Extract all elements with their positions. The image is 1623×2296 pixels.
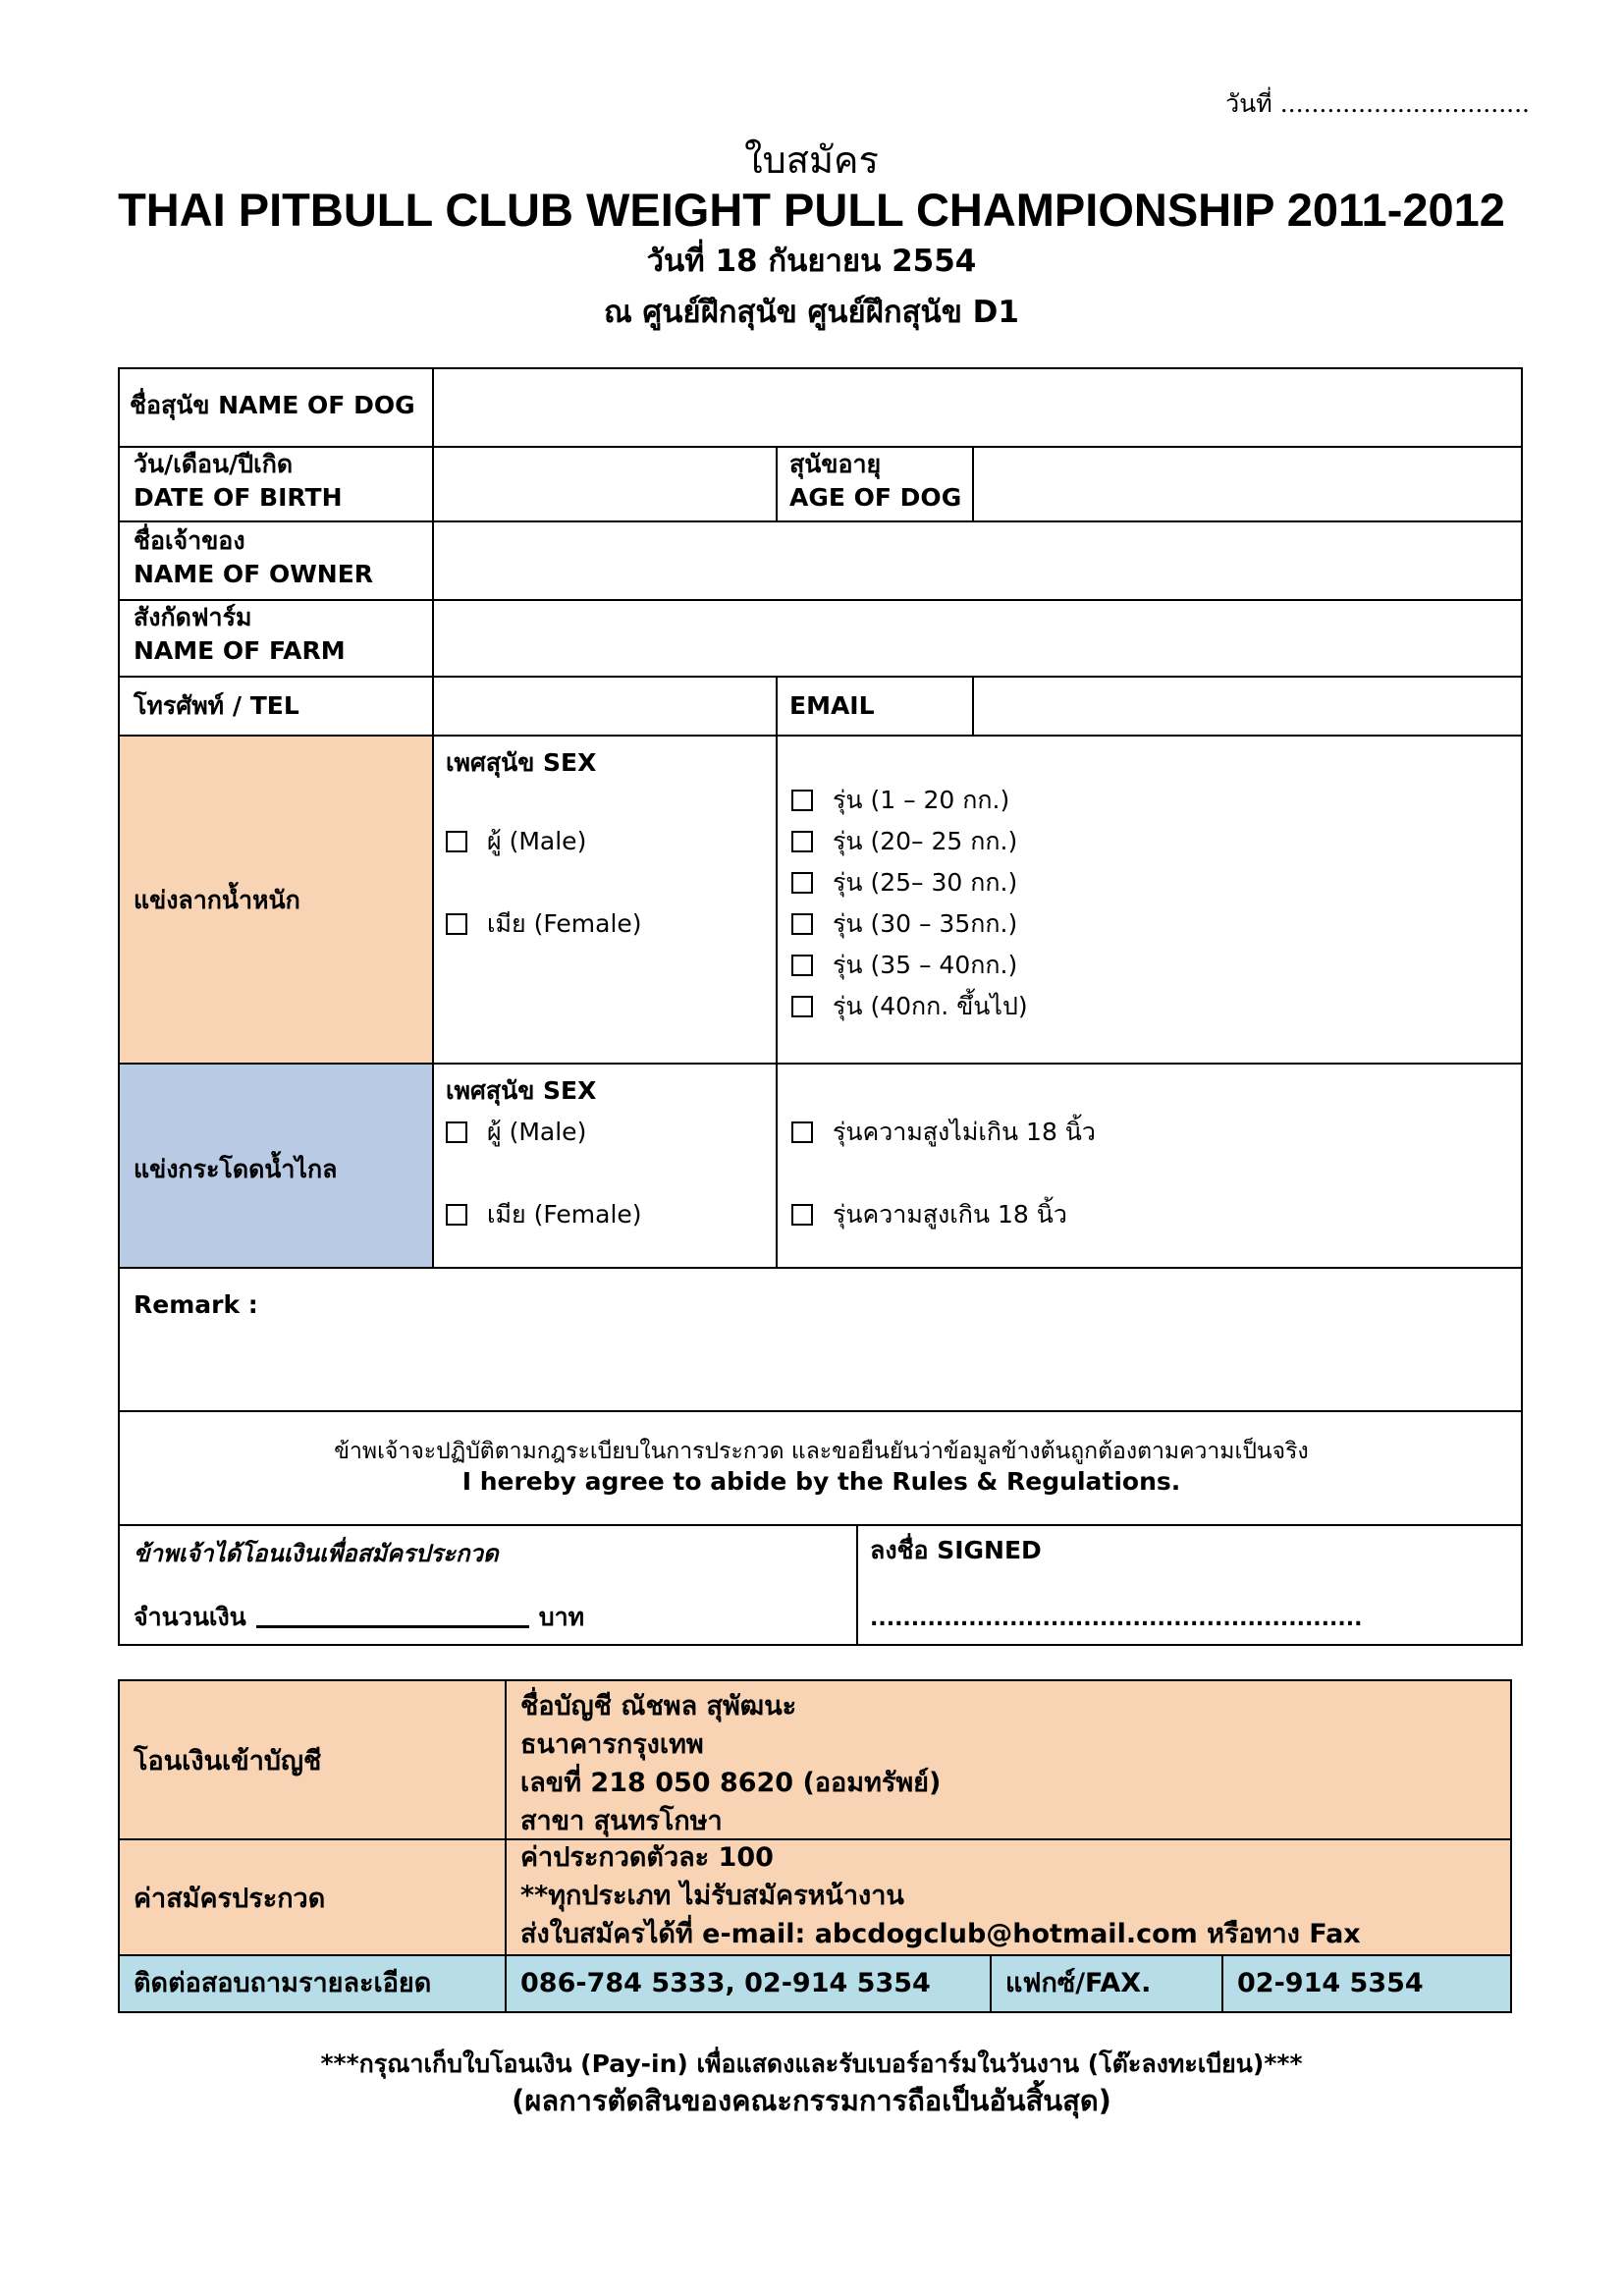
checkbox[interactable]: [446, 913, 467, 935]
checkbox[interactable]: [791, 872, 813, 894]
baht-label: บาท: [538, 1603, 585, 1631]
checkbox[interactable]: [791, 1204, 813, 1226]
remark-field[interactable]: [120, 1269, 1523, 1410]
contact-label: ติดต่อสอบถามรายละเอียด: [134, 1968, 432, 1998]
account-name: ชื่อบัญชี ณัชพล สุพัฒนะ: [520, 1691, 797, 1722]
payin-note: ***กรุณาเก็บใบโอนเงิน (Pay-in) เพื่อแสดงและรับเบอร์อาร์มในวันงาน (โต๊ะลงทะเบียน)***: [320, 2050, 1303, 2078]
height-class-option[interactable]: รุ่นความสูงไม่เกิน 18 นิ้ว: [791, 1112, 1096, 1153]
owner-label-thai: ชื่อเจ้าของ: [134, 526, 245, 555]
dob-label-english: DATE OF BIRTH: [134, 483, 343, 512]
dock-jump-sex-options: [446, 1112, 642, 1235]
application-form: [118, 367, 1523, 1646]
weight-pull-label: แข่งลากน้ำหนัก: [134, 886, 300, 914]
amount-row: [134, 1601, 584, 1634]
weight-pull-sex-options: [446, 821, 642, 945]
tel-field[interactable]: [434, 678, 774, 735]
bank-branch: สาขา สุนทรโกษา: [520, 1806, 723, 1836]
event-date: วันที่ 18 กันยายน 2554: [646, 244, 977, 279]
checkbox[interactable]: [791, 1121, 813, 1143]
dock-jump-label: แข่งกระโดดน้ำไกล: [134, 1155, 338, 1183]
weight-pull-sex-label: เพศสุนัข SEX: [446, 748, 597, 777]
agreement-text-thai: ข้าพเจ้าจะปฏิบัติตามกฎระเบียบในการประกวด และขอยืนยันว่าข้อมูลข้างต้นถูกต้องตามความเป็นจริง: [334, 1439, 1309, 1464]
fax-label: แฟกซ์/FAX.: [1005, 1968, 1152, 1998]
weight-class-option[interactable]: รุ่น (25– 30 กก.): [791, 862, 1028, 903]
checkbox[interactable]: [791, 955, 813, 976]
dob-label: [134, 448, 343, 515]
checkbox[interactable]: [791, 790, 813, 811]
agreement-text-english: I hereby agree to abide by the Rules & Regulations.: [461, 1467, 1181, 1496]
email-label: EMAIL: [789, 691, 875, 720]
farm-label-english: NAME OF FARM: [134, 636, 346, 665]
weight-pull-class-options: [791, 780, 1028, 1027]
account-number: เลขที่ 218 050 8620 (ออมทรัพย์): [520, 1768, 942, 1798]
signed-label: ลงชื่อ SIGNED: [870, 1536, 1042, 1564]
fax-number: 02-914 5354: [1237, 1968, 1424, 1998]
weight-pull-female-option[interactable]: เมีย (Female): [446, 903, 642, 945]
height-class-option[interactable]: รุ่นความสูงเกิน 18 นิ้ว: [791, 1194, 1096, 1235]
dog-name-label: ชื่อสุนัข NAME OF DOG: [130, 391, 415, 419]
dock-jump-sex-label: เพศสุนัข SEX: [446, 1076, 597, 1105]
farm-label-thai: สังกัดฟาร์ม: [134, 603, 252, 631]
dock-jump-male-option[interactable]: ผู้ (Male): [446, 1112, 642, 1153]
weight-class-option[interactable]: รุ่น (30 – 35กก.): [791, 903, 1028, 945]
transfer-note: ข้าพเจ้าได้โอนเงินเพื่อสมัครประกวด: [134, 1540, 499, 1567]
no-walk-in-note: **ทุกประเภท ไม่รับสมัครหน้างาน: [520, 1881, 904, 1911]
age-label: [789, 448, 961, 515]
dog-name-field[interactable]: [434, 369, 1522, 446]
owner-label-english: NAME OF OWNER: [134, 560, 374, 588]
submit-info: ส่งใบสมัครได้ที่ e-mail: abcdogclub@hotmail.com หรือทาง Fax: [520, 1919, 1361, 1949]
form-title-english: THAI PITBULL CLUB WEIGHT PULL CHAMPIONSHIP 2011-2012: [118, 184, 1505, 236]
farm-label: [134, 601, 346, 668]
fee-amount: ค่าประกวดตัวละ 100: [520, 1842, 774, 1873]
checkbox[interactable]: [791, 996, 813, 1017]
signature-line[interactable]: ............................................................: [870, 1607, 1363, 1631]
transfer-label: โอนเงินเข้าบัญชี: [134, 1746, 322, 1777]
weight-class-option[interactable]: รุ่น (20– 25 กก.): [791, 821, 1028, 862]
dock-jump-class-options: [791, 1112, 1096, 1235]
event-venue: ณ ศูนย์ฝึกสุนัข ศูนย์ฝึกสุนัข D1: [604, 295, 1019, 330]
checkbox[interactable]: [446, 831, 467, 852]
age-field[interactable]: [974, 448, 1522, 520]
weight-class-option[interactable]: รุ่น (1 – 20 กก.): [791, 780, 1028, 821]
age-label-english: AGE OF DOG: [789, 483, 962, 512]
payment-info-table: [118, 1679, 1512, 2013]
owner-field[interactable]: [434, 522, 1522, 599]
amount-label: จำนวนเงิน: [134, 1603, 246, 1631]
checkbox[interactable]: [446, 1204, 467, 1226]
form-title-thai: ใบสมัคร: [744, 138, 879, 182]
account-details: [520, 1687, 941, 1840]
contact-phones: 086-784 5333, 02-914 5354: [520, 1968, 931, 1998]
amount-field[interactable]: [256, 1602, 529, 1628]
fee-details: [520, 1838, 1361, 1953]
age-label-thai: สุนัขอายุ: [789, 450, 882, 478]
judging-final-note: (ผลการตัดสินของคณะกรรมการถือเป็นอันสิ้นสุด): [512, 2084, 1111, 2117]
dock-jump-female-option[interactable]: เมีย (Female): [446, 1194, 642, 1235]
email-field[interactable]: [974, 678, 1522, 735]
tel-label: โทรศัพท์ / TEL: [134, 691, 299, 720]
checkbox[interactable]: [791, 831, 813, 852]
checkbox[interactable]: [446, 1121, 467, 1143]
remark-label: Remark :: [134, 1290, 258, 1319]
dob-label-thai: วัน/เดือน/ปีเกิด: [134, 450, 294, 478]
weight-pull-male-option[interactable]: ผู้ (Male): [446, 821, 642, 862]
dob-field[interactable]: [434, 448, 774, 520]
bank-name: ธนาคารกรุงเทพ: [520, 1729, 704, 1760]
weight-class-option[interactable]: รุ่น (35 – 40กก.): [791, 945, 1028, 986]
owner-label: [134, 524, 373, 591]
weight-class-option[interactable]: รุ่น (40กก. ขึ้นไป): [791, 986, 1028, 1027]
fee-label: ค่าสมัครประกวด: [134, 1884, 326, 1914]
date-field: วันที่ ................................: [1225, 89, 1530, 118]
farm-field[interactable]: [434, 601, 1522, 676]
checkbox[interactable]: [791, 913, 813, 935]
